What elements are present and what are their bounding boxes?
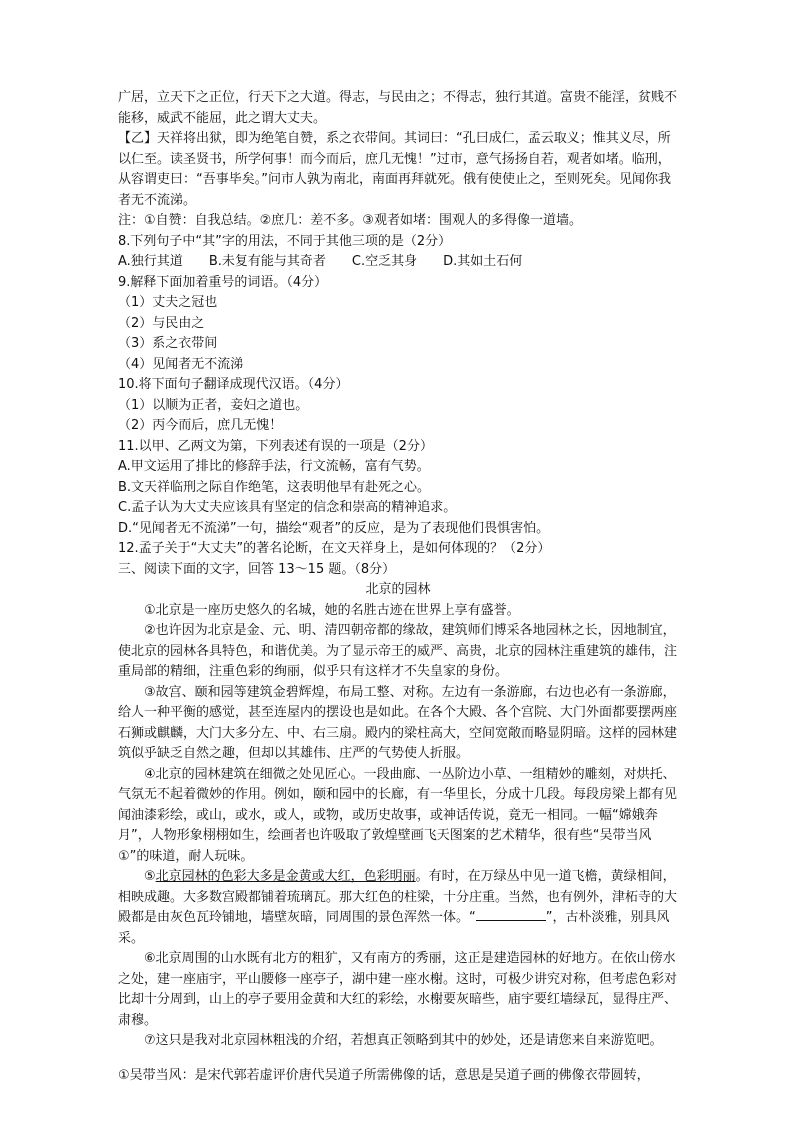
para5-tail: ”，古朴淡雅，别具风采。 <box>118 910 670 946</box>
q8-option-a: A.独行其道 <box>118 254 183 269</box>
article-paragraph-4: ④北京的园林建筑在细微之处见匠心。一段曲廊、一丛阶边小草、一组精妙的雕刻，对烘托、气氛无不起着微妙的作用。例如，颐和园中的长廊，有一华里长，分成十几段。每段房梁上都有见闻油漆彩绘，或山，或水，或人，或物，或历史故事，或神话传说，竟无一相同。一幅“嫦娥奔月”，人物形象栩栩如生，绘画者也许吸取了敦煌壁画飞天图案的艺术精华，很有些“吴带当风①”的味道，耐人玩味。 <box>118 766 678 864</box>
passage-yi: 【乙】天祥将出狱，即为绝笔自赞，系之衣带间。其词曰：“孔曰成仁，孟云取义；惟其义尽，所以仁至。读圣贤书，所学何事！而今而后，庶几无愧！”过市，意气扬扬自若，观者如堵。临刑，从容谓吏曰：“吾事毕矣。”问市人孰为南北，南面再拜就死。俄有使使止之，至则死矣。见闻你我者无不流涕。 <box>118 131 671 208</box>
q11-option-b: B.文天祥临刑之际自作绝笔，这表明他早有赴死之心。 <box>118 479 431 495</box>
article-paragraph-2: ②也许因为北京是金、元、明、清四朝帝都的缘故，建筑师们博采各地园林之长，因地制宜，使北京的园林各具特色，和谐优美。为了显示帝王的威严、高贵，北京的园林注重建筑的雄伟，注重局部的精细，注重色彩的绚丽，似乎只有这样才不失皇家的身份。 <box>118 623 678 679</box>
question-12: 12.孟子关于“大丈夫”的著名论断，在文天祥身上，是如何体现的？（2分） <box>118 541 551 556</box>
article-paragraph-1: ①北京是一座历史悠久的名城，她的名胜古迹在世界上享有盛誉。 <box>144 602 520 618</box>
q9-item-1: （1）丈夫之冠也 <box>118 295 218 310</box>
para5-underlined-sentence: 北京园林的色彩大多是金黄或大红，色彩明丽 <box>155 869 416 884</box>
article-paragraph-3: ③故宫、颐和园等建筑金碧辉煌，布局工整、对称。左边有一条游廊，右边也必有一条游廊，给人一种平衡的感觉，甚至连屋内的摆设也是如此。在各个大殿、各个宫院、大门外面都要摆两座石狮或麒麟，大门大多分左、中、右三扇。殿内的梁柱高大，空间宽敞而略显阴暗。这样的园林建筑似乎缺乏自然之趣，但却以其雄伟、庄严的气势使人折服。 <box>118 684 678 761</box>
article-paragraph-7: ⑦这只是我对北京园林粗浅的介绍，若想真正领略到其中的妙处，还是请您来自来游览吧。 <box>144 1033 663 1048</box>
q10-item-2: （2）丙今而后，庶几无愧！ <box>118 418 283 433</box>
article-paragraph-6: ⑥北京周围的山水既有北方的粗犷，又有南方的秀丽，这正是建造园林的好地方。在依山傍水之处，建一座庙宇，平山腰修一座亭子，湖中建一座水榭。这时，可极少讲究对称，但考虑色彩对比却十分周到，山上的亭子要用金黄和大红的彩绘，水榭要灰暗些，庙宇要红墙绿瓦，显得庄严、肃穆。 <box>118 951 678 1028</box>
question-11-stem: 11.以甲、乙两文为第，下列表述有误的一项是（2分） <box>118 438 433 454</box>
exam-page <box>118 88 678 1086</box>
footnote: ①吴带当风：是宋代郭若虚评价唐代吴道子所需佛像的话，意思是吴道子画的佛像衣带圆转， <box>118 1067 650 1083</box>
article-paragraph-5 <box>118 867 678 949</box>
q9-item-3: （3）系之衣带间 <box>118 336 218 351</box>
fill-in-blank[interactable] <box>476 908 546 921</box>
q10-item-1: （1）以顺为正者，妾妇之道也。 <box>118 397 309 413</box>
question-8-stem: 8.下列句子中“其”字的用法，不同于其他三项的是（2分） <box>118 233 452 249</box>
annotation-note: 注：①自赞：自我总结。②庶几：差不多。③观者如堵：围观人的多得像一道墙。 <box>118 213 582 228</box>
article-title: 北京的园林 <box>365 582 431 597</box>
question-10-stem: 10.将下面句子翻译成现代汉语。（4分） <box>118 377 349 392</box>
q8-option-b: B.未复有能与其奇者 <box>208 254 326 269</box>
para5-number: ⑤ <box>144 869 156 884</box>
question-9-stem: 9.解释下面加着重号的词语。（4分） <box>118 274 328 290</box>
q9-item-2: （2）与民由之 <box>118 315 205 331</box>
q9-item-4: （4）见闻者无不流涕 <box>118 356 244 372</box>
passage-jia-tail: 广居，立天下之正位，行天下之大道。得志，与民由之；不得志，独行其道。富贵不能淫，贫贱不能移，威武不能屈，此之谓大丈夫。 <box>118 90 678 126</box>
section-3-heading: 三、阅读下面的文字，回答 13～15 题。（8分） <box>118 561 396 577</box>
q11-option-c: C.孟子认为大丈夫应该具有坚定的信念和崇高的精神追求。 <box>118 500 457 515</box>
spacer <box>118 1052 678 1066</box>
q11-option-d: D.“见闻者无不流涕”一句，描绘“观者”的反应，是为了表现他们畏惧害怕。 <box>118 520 550 536</box>
q8-option-c: C.空乏其身 <box>351 254 418 269</box>
q11-option-a: A.甲文运用了排比的修辞手法，行文流畅，富有气势。 <box>118 459 430 474</box>
question-8-options <box>118 252 678 273</box>
para5-middle: 。有时，在万绿丛中见一道飞檐，黄绿相间，相映成趣。大多数宫殿都铺着琉璃瓦。那大红色的柱梁，十分庄重。当然，也有例外，津柘寺的大殿都是由灰色瓦玲铺地，墙壁灰暗，同周围的景色浑然一体。“ <box>118 869 678 925</box>
q8-option-d: D.其如土石何 <box>443 254 523 269</box>
